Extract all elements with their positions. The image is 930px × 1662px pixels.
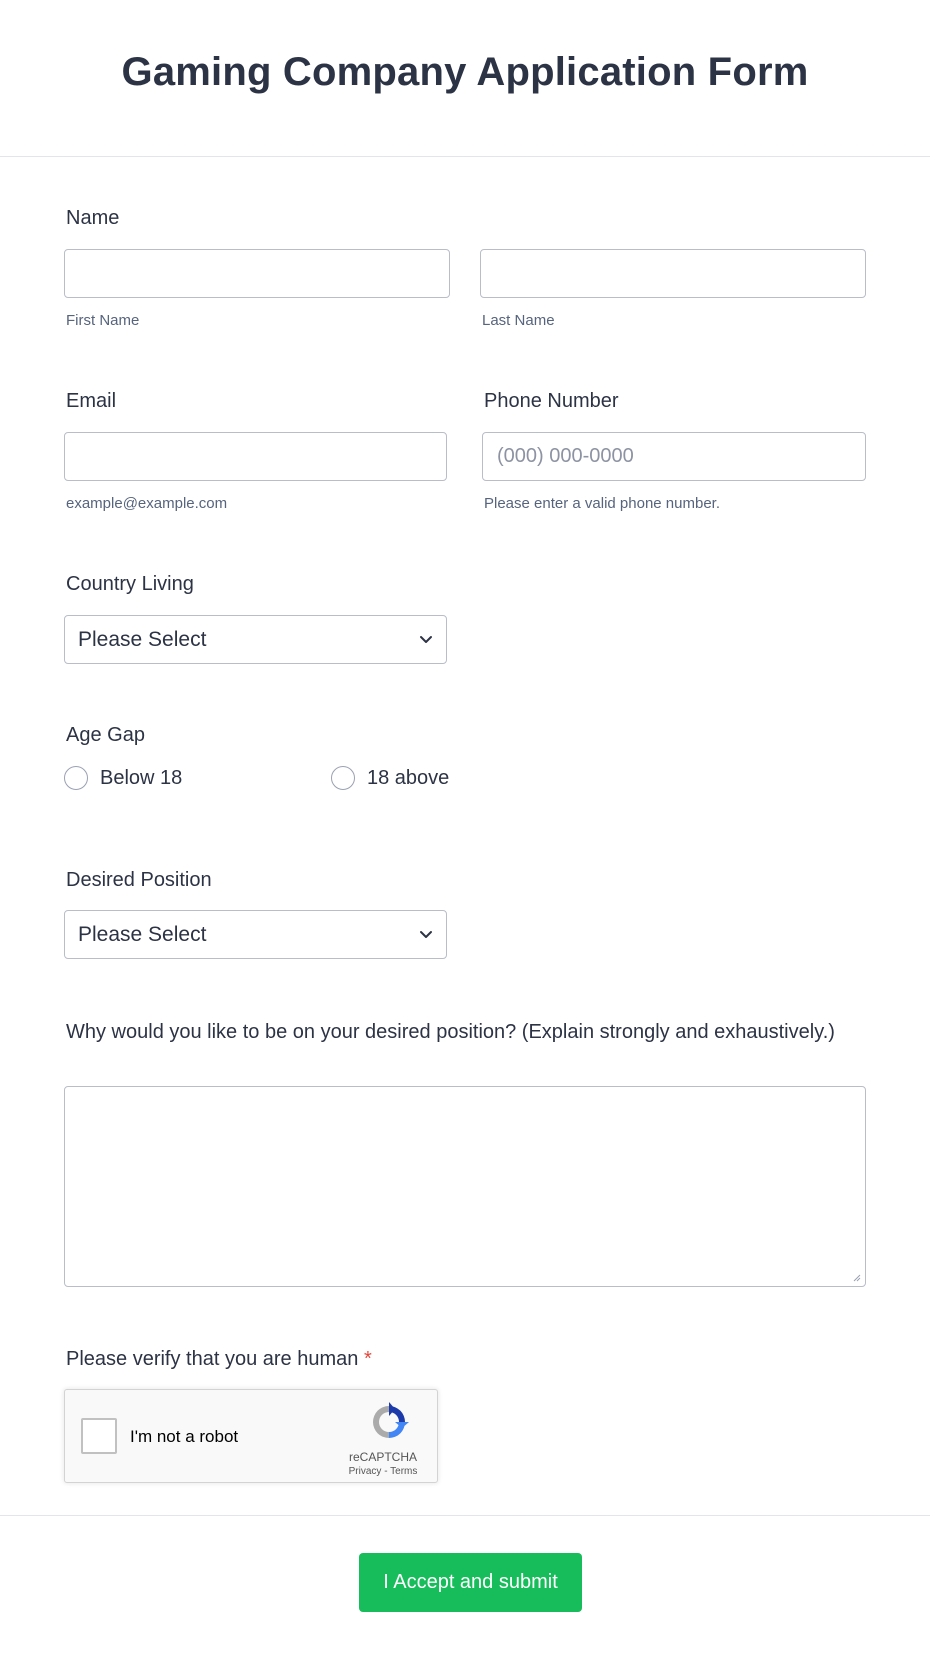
radio-label: 18 above xyxy=(367,766,450,789)
phone-input[interactable] xyxy=(482,432,866,481)
recaptcha-brand: reCAPTCHA xyxy=(348,1450,417,1464)
recaptcha-widget xyxy=(64,1389,438,1483)
position-select[interactable] xyxy=(64,910,447,959)
chevron-down-icon xyxy=(418,631,434,647)
verify-label xyxy=(66,1348,372,1371)
verify-label-text: Please verify that you are human xyxy=(66,1348,359,1370)
position-label: Desired Position xyxy=(66,869,212,891)
recaptcha-label: I'm not a robot xyxy=(130,1427,239,1446)
country-select[interactable] xyxy=(64,615,447,664)
age-gap-label: Age Gap xyxy=(66,724,145,746)
name-label: Name xyxy=(66,207,120,229)
country-select-value: Please Select xyxy=(78,627,207,651)
last-name-input[interactable] xyxy=(480,249,866,298)
reason-label: Why would you like to be on your desired position? (Explain strongly and exhaustively.) xyxy=(66,1021,835,1043)
chevron-down-icon xyxy=(418,926,434,942)
phone-sublabel: Please enter a valid phone number. xyxy=(484,495,720,512)
email-input[interactable] xyxy=(64,432,447,481)
required-mark: * xyxy=(363,1348,372,1370)
email-sublabel: example@example.com xyxy=(66,495,228,512)
radio-circle[interactable] xyxy=(331,766,355,790)
first-name-input[interactable] xyxy=(64,249,450,298)
phone-label: Phone Number xyxy=(484,390,619,412)
radio-18-above[interactable] xyxy=(331,766,449,790)
radio-below-18[interactable] xyxy=(64,766,182,790)
footer-divider xyxy=(0,1515,930,1516)
recaptcha-links[interactable]: Privacy - Terms xyxy=(348,1466,418,1477)
page-title: Gaming Company Application Form xyxy=(121,49,809,94)
recaptcha-checkbox[interactable] xyxy=(81,1418,117,1454)
reason-textarea[interactable] xyxy=(64,1086,866,1287)
first-name-sublabel: First Name xyxy=(66,312,140,329)
form-header xyxy=(0,0,930,157)
submit-button[interactable]: I Accept and submit xyxy=(359,1553,582,1612)
recaptcha-logo-icon xyxy=(369,1402,409,1442)
last-name-sublabel: Last Name xyxy=(482,312,555,329)
radio-label: Below 18 xyxy=(100,766,183,789)
country-label: Country Living xyxy=(66,573,194,595)
resize-grip-icon[interactable] xyxy=(851,1272,861,1282)
radio-circle[interactable] xyxy=(64,766,88,790)
position-select-value: Please Select xyxy=(78,922,207,946)
email-label: Email xyxy=(66,390,117,412)
